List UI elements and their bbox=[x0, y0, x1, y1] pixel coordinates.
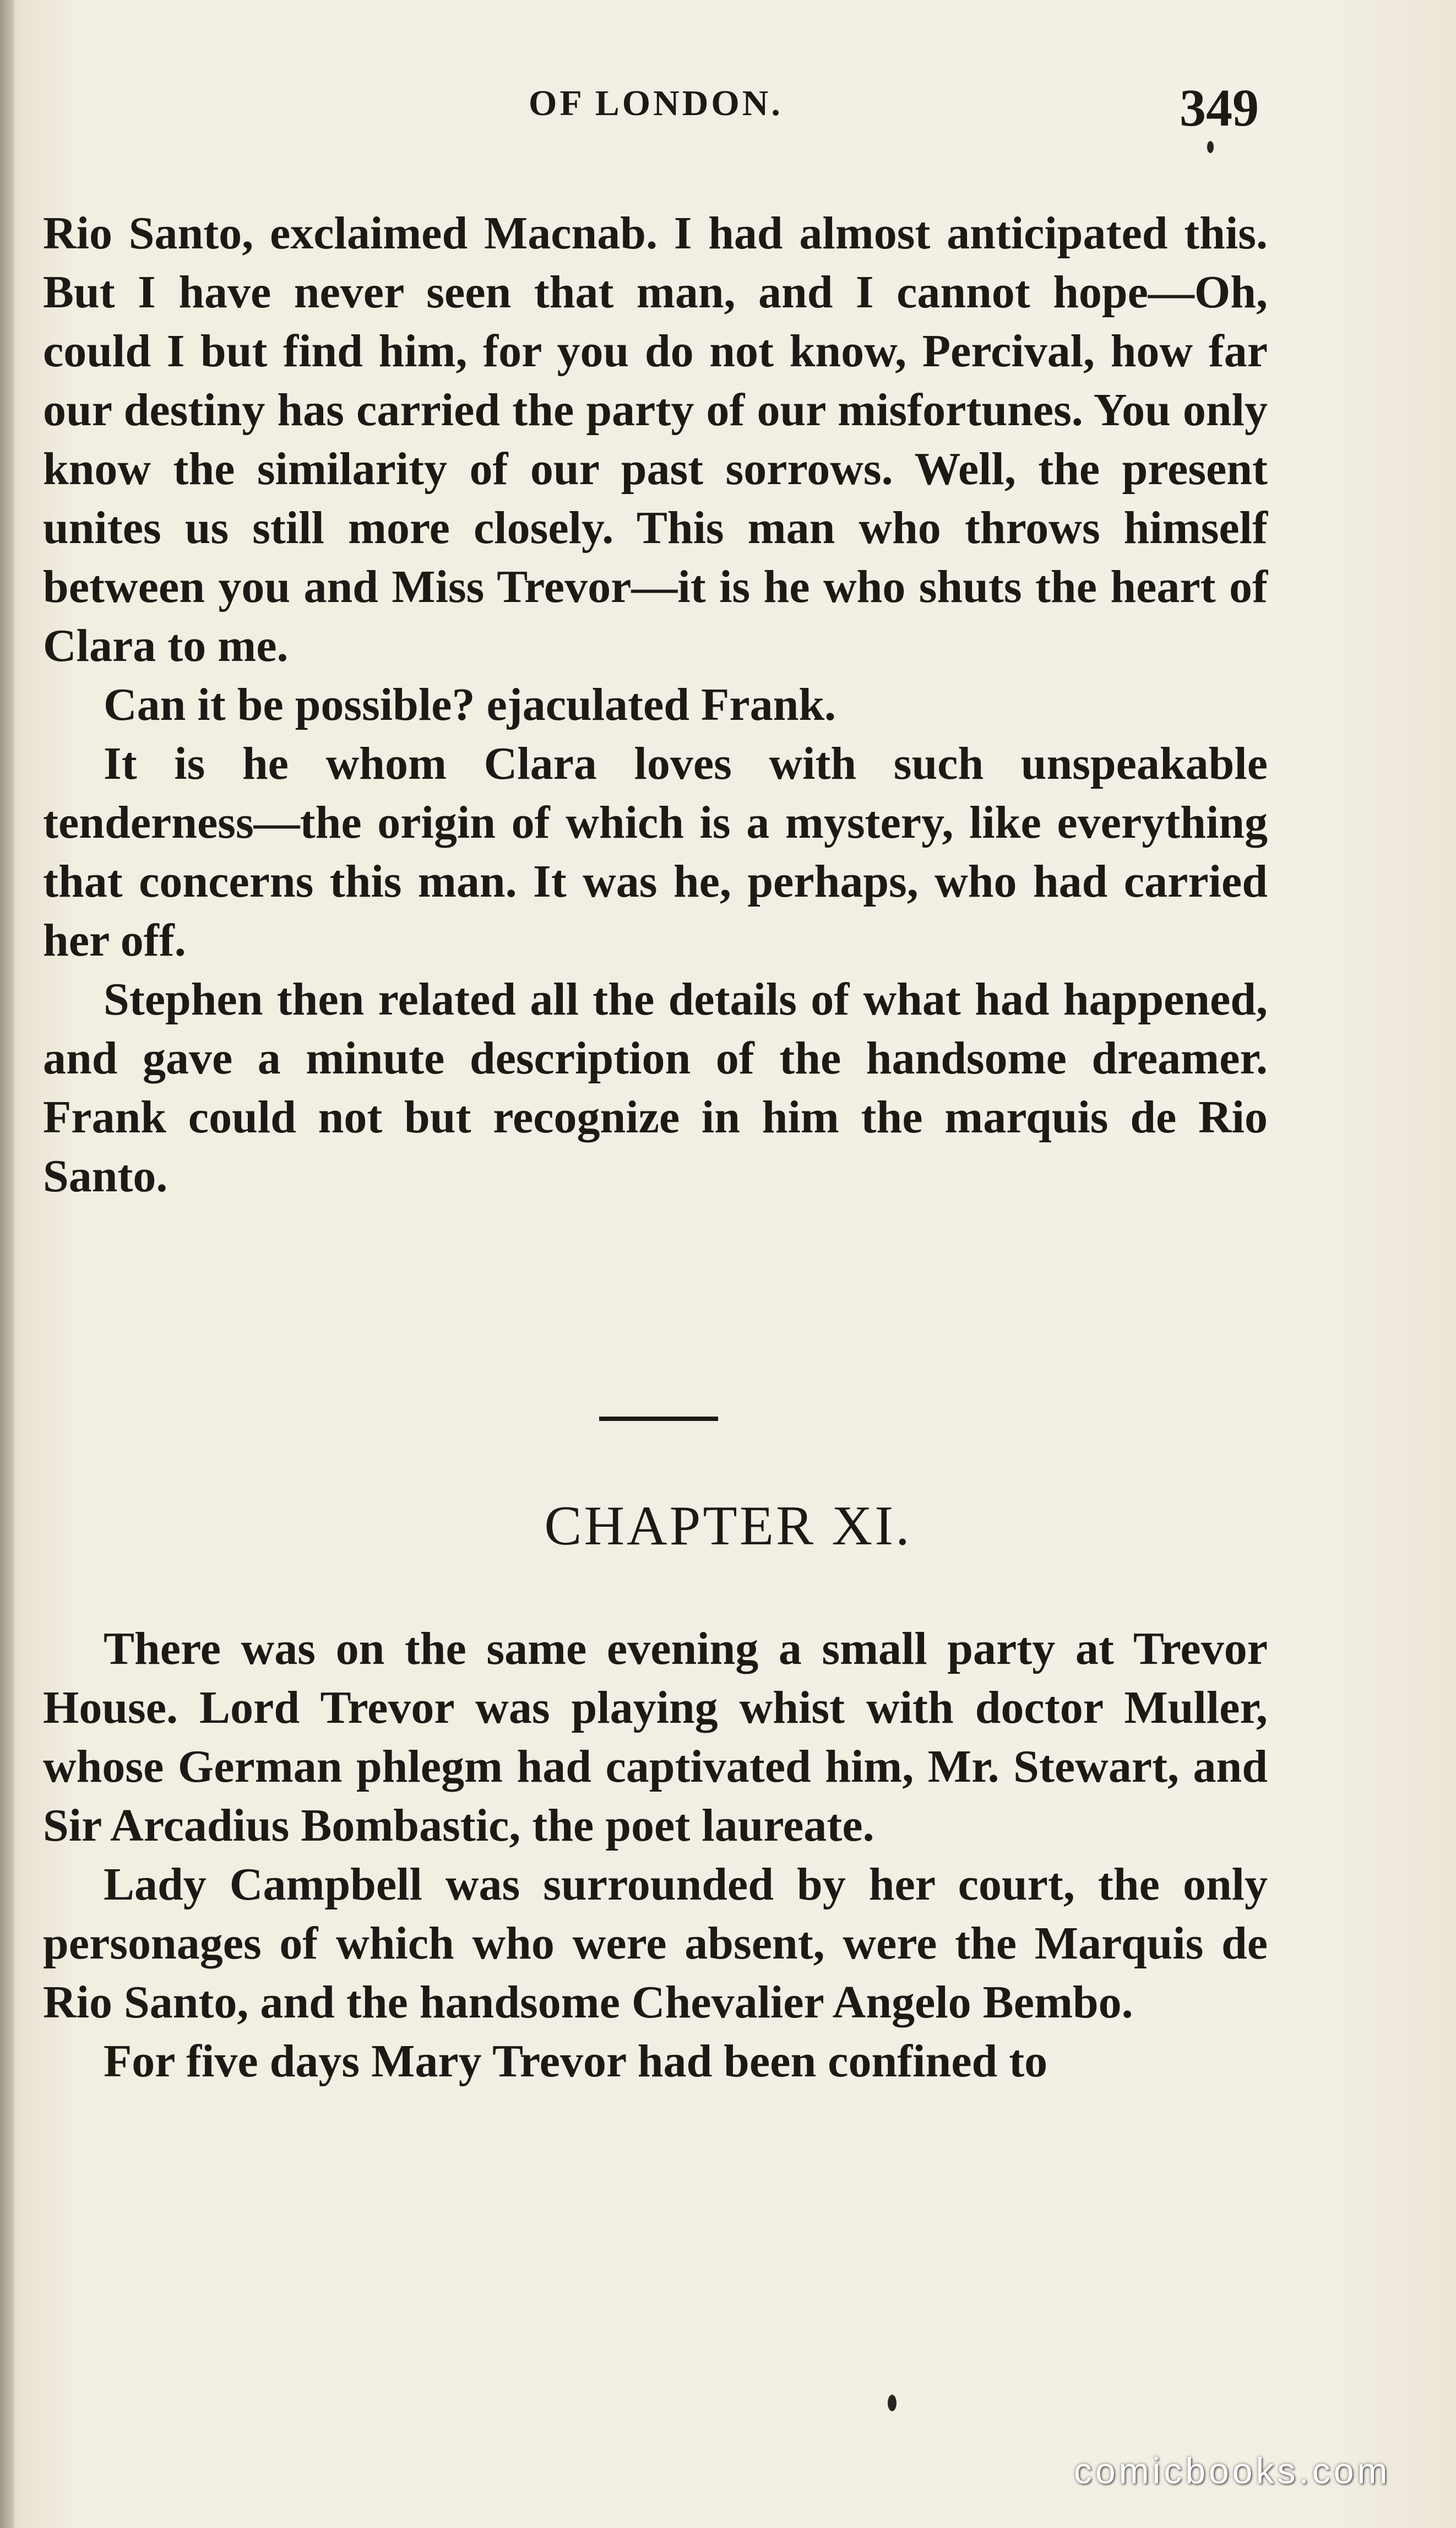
paragraph: Lady Campbell was surrounded by her court, the only personages of which who were absent, were the Marquis de Rio Santo, and the handsome Chevalier Angelo Bembo. bbox=[43, 1859, 1268, 2028]
section-divider-rule bbox=[599, 1417, 718, 1421]
paragraph: It is he whom Clara loves with such unspeakable tenderness—the origin of which is a mystery, like everything that concerns this man. It was he, perhaps, who had carried her off. bbox=[43, 738, 1268, 966]
paragraph: There was on the same evening a small party at Trevor House. Lord Trevor was playing whist with doctor Muller, whose German phlegm had captivated him, Mr. Stewart, and Sir Arcadius Bombastic, the poet laureate. bbox=[43, 1623, 1268, 1851]
body-text-section-1 bbox=[43, 204, 1268, 1206]
page-number: 349 bbox=[1180, 78, 1259, 137]
paragraph: Stephen then related all the details of what had happened, and gave a minute description of the handsome dreamer. Frank could not but recognize in him the marquis de Rio Santo. bbox=[43, 974, 1268, 1202]
site-watermark: comicbooks.com bbox=[1074, 2450, 1391, 2491]
paragraph: Rio Santo, exclaimed Macnab. I had almost anticipated this. But I have never seen that man, and I cannot hope—Oh, could I but find him, for you do not know, Percival, how far our destiny has carried the party of our misfortunes. You only know the similarity of our past sorrows. Well, the present unites us still more closely. This man who throws himself between you and Miss Trevor—it is he who shuts the heart of Clara to me. bbox=[43, 208, 1268, 671]
body-text-section-2 bbox=[43, 1619, 1268, 2091]
page-binding-edge bbox=[0, 0, 14, 2528]
ink-spot-mark bbox=[888, 2395, 897, 2411]
paragraph: Can it be possible? ejaculated Frank. bbox=[104, 679, 836, 730]
chapter-title: CHAPTER XI. bbox=[544, 1495, 912, 1557]
ink-spot-mark bbox=[1207, 141, 1214, 153]
paragraph: For five days Mary Trevor had been confined to bbox=[104, 2036, 1048, 2087]
running-head: OF LONDON. bbox=[529, 83, 783, 123]
